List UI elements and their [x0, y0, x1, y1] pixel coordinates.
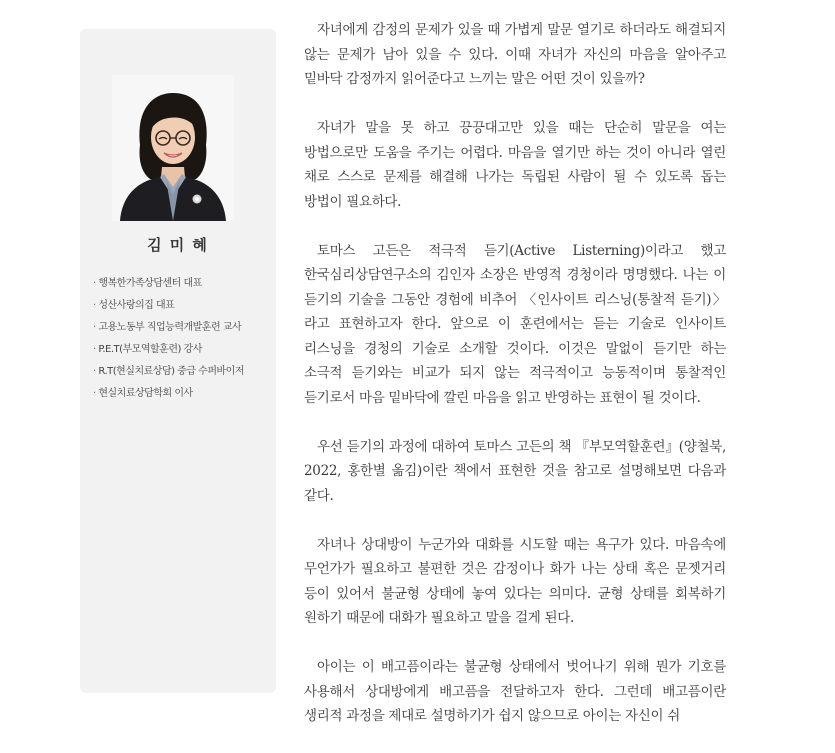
author-bio-list	[93, 273, 273, 405]
bio-item: · R.T(현실치료상담) 중급 수퍼바이저	[93, 361, 273, 383]
bio-item: · P.E.T(부모역할훈련) 강사	[93, 339, 273, 361]
article-paragraph: 우선 듣기의 과정에 대하여 토마스 고든의 책 『부모역할훈련』(양철북, 2022, 홍한별 옮김)이란 책에서 표현한 것을 참고로 설명해보면 다음과 같다.	[304, 438, 726, 504]
article-paragraph: 자녀가 말을 못 하고 끙끙대고만 있을 때는 단순히 말문을 여는 방법으로만 도움을 주기는 어렵다. 마음을 열기만 하는 것이 아니라 열린 채로 스스로 문제를 해결해 나가는 독립된 사람이 될 수 있도록 돕는 방법이 필요하다.	[304, 120, 726, 210]
author-sidebar	[80, 29, 276, 693]
bio-item: · 행복한가족상담센터 대표	[93, 273, 273, 295]
bio-item: · 현실치료상담학회 이사	[93, 383, 273, 405]
bio-item: · 성산사랑의집 대표	[93, 295, 273, 317]
article-paragraph: 토마스 고든은 적극적 듣기(Active Listerning)이라고 했고 한국심리상담연구소의 김인자 소장은 반영적 경청이라 명명했다. 나는 이 듣기의 기술을 그동안 경험에 비추어 〈인사이트 리스닝(통찰적 듣기)〉라고 표현하고자 한다. 앞으로 이 훈련에서는 듣는 기술로 인사이트 리스닝을 경청의 기술로 소개할 것이다. 이것은 말없이 듣기만 하는 소극적 듣기와는 비교가 되지 않는 적극적이고 능동적이며 통찰적인 듣기로서 마음 밑바닥에 깔린 마음을 읽고 반영하는 표현이 될 것이다.	[304, 242, 726, 406]
bio-item: · 고용노동부 직업능력개발훈련 교사	[93, 317, 273, 339]
article-paragraph: 자녀나 상대방이 누군가와 대화를 시도할 때는 욕구가 있다. 마음속에 무언가가 필요하고 불편한 것은 감정이나 화가 나는 상태 혹은 문젯거리 등이 있어서 불균형 상태에 놓여 있다는 의미다. 균형 상태를 회복하기 원하기 때문에 대화가 필요하고 말을 걸게 된다.	[304, 536, 726, 626]
article-body	[304, 18, 726, 753]
author-portrait-image	[112, 75, 234, 221]
author-photo	[112, 75, 234, 221]
article-paragraph: 자녀에게 감정의 문제가 있을 때 가볍게 말문 열기로 하더라도 해결되지 않는 문제가 남아 있을 수 있다. 이때 자녀가 자신의 마음을 알아주고 밑바닥 감정까지 읽어준다고 느끼는 말은 어떤 것이 있을까?	[304, 22, 726, 87]
article-paragraph: 아이는 이 배고픔이라는 불균형 상태에서 벗어나기 위해 뭔가 기호를 사용해서 상대방에게 배고픔을 전달하고자 한다. 그런데 배고픔이란 생리적 과정을 제대로 설명하기가 쉽지 않으므로 아이는 자신이 쉬	[304, 659, 726, 724]
author-name: 김 미 혜	[147, 237, 209, 254]
